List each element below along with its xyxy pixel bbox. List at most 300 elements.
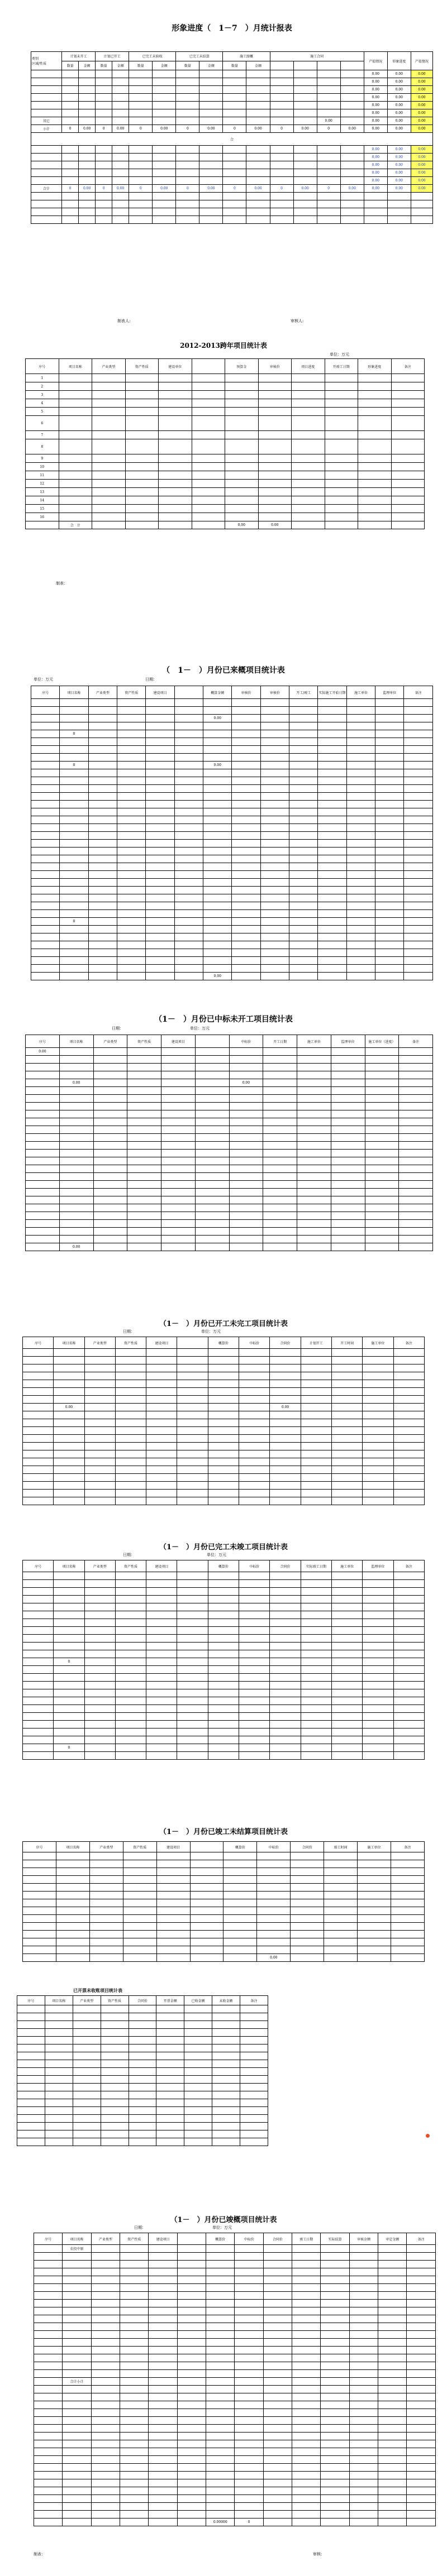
table-cell: [378, 2448, 407, 2456]
table-cell: [301, 1682, 331, 1689]
table-cell: [349, 2323, 378, 2331]
table-cell: [263, 1228, 297, 1236]
column-header: 产业类型: [73, 1996, 101, 2005]
table-cell: [34, 2276, 63, 2284]
table-cell: [34, 2409, 63, 2417]
table-cell: [363, 1744, 393, 1752]
table-cell: [235, 2417, 263, 2425]
table-cell: [177, 1603, 208, 1611]
table-cell: [365, 1243, 399, 1251]
table-cell: [321, 2386, 349, 2393]
table-cell: [270, 1682, 301, 1689]
table-cell: [146, 957, 174, 965]
table-row: [23, 1744, 425, 1752]
table-cell: [206, 2487, 235, 2495]
table-cell: [60, 816, 88, 824]
table-cell: [146, 1411, 177, 1419]
table-cell: [235, 2323, 263, 2331]
table-cell: [149, 2315, 177, 2323]
table-cell: [206, 2448, 235, 2456]
table-cell: [358, 480, 392, 488]
table-cell: [156, 1915, 190, 1923]
table-cell: [120, 2425, 149, 2433]
table-cell: [260, 762, 289, 769]
table-cell: [393, 1419, 424, 1427]
table-cell: [239, 1411, 270, 1419]
table-cell: [203, 840, 232, 848]
table-cell: [239, 1474, 270, 1482]
table-cell: [297, 1087, 331, 1095]
table-cell: [325, 454, 358, 463]
column-header: 序号: [23, 1337, 54, 1349]
table-cell: [399, 1243, 433, 1251]
table-cell: [263, 1118, 297, 1126]
table-cell: [321, 2315, 349, 2323]
table-cell: [161, 1204, 196, 1212]
table-cell: [301, 1611, 331, 1619]
table-cell: [23, 1705, 54, 1713]
progress-cell: 0.00: [340, 185, 364, 193]
table-cell: [239, 1497, 270, 1505]
table-cell: [17, 2005, 45, 2013]
table-cell: [177, 1364, 208, 1372]
table-cell: [358, 1860, 391, 1868]
table-cell: [60, 699, 88, 707]
table-cell: [174, 824, 203, 832]
table-cell: [365, 1110, 399, 1118]
table-cell: [31, 918, 60, 926]
table-cell: [232, 824, 260, 832]
table-cell: [324, 1852, 358, 1860]
table-cell: [318, 707, 346, 715]
progress-cell: 0.00: [112, 125, 129, 133]
table-cell: [146, 793, 174, 801]
progress-cell: [79, 200, 96, 208]
table-cell: [297, 1064, 331, 1071]
table-cell: [159, 513, 192, 521]
column-header: 项目名称: [59, 1035, 93, 1048]
table-cell: [297, 1150, 331, 1157]
table-cell: [393, 1580, 424, 1588]
table-cell: [195, 1064, 229, 1071]
table-cell: [289, 965, 318, 973]
table-row: [31, 801, 433, 808]
progress-cell: [153, 78, 176, 86]
table-cell: [289, 855, 318, 863]
table-cell: [93, 1150, 127, 1157]
table-cell: [149, 2378, 177, 2386]
table-cell: [146, 1728, 177, 1736]
table-cell: [184, 2052, 212, 2060]
column-header: 建设项目: [146, 1337, 177, 1349]
column-header: 合同价: [270, 1337, 301, 1349]
table-cell: [404, 965, 433, 973]
progress-cell: [199, 70, 223, 78]
table-cell: [331, 1220, 365, 1228]
table-cell: [190, 1884, 224, 1892]
progress-cell: [129, 109, 153, 117]
table-cell: [378, 2487, 407, 2495]
progress-cell: [112, 109, 129, 117]
table-cell: [349, 2362, 378, 2370]
table-cell: [60, 824, 88, 832]
table-cell: [34, 2464, 63, 2472]
progress-cell: [223, 94, 246, 102]
table-cell: [318, 965, 346, 973]
table-cell: [318, 738, 346, 746]
column-header: [174, 686, 203, 699]
table-cell: [125, 391, 159, 399]
table-cell: [318, 754, 346, 762]
table-cell: [206, 2323, 235, 2331]
table-cell: [84, 1482, 115, 1490]
table-cell: [393, 1474, 424, 1482]
table-cell: [263, 2292, 292, 2300]
table-cell: [120, 2307, 149, 2315]
progress-row: [31, 78, 433, 86]
table-cell: [156, 2029, 184, 2037]
table-cell: [54, 1728, 84, 1736]
table-cell: [174, 965, 203, 973]
table-cell: [378, 2417, 407, 2425]
table-cell: [378, 2253, 407, 2261]
table-cell: [93, 1165, 127, 1173]
table-cell: [318, 926, 346, 933]
table-cell: [59, 1157, 93, 1165]
table-row: [26, 1103, 433, 1110]
table-cell: [23, 1682, 54, 1689]
table-cell: [378, 2276, 407, 2284]
table-cell: [404, 926, 433, 933]
table-cell: [117, 949, 146, 957]
table-cell: [393, 1635, 424, 1643]
table-cell: [54, 1650, 84, 1658]
table-cell: [407, 2261, 436, 2268]
table-cell: [263, 2323, 292, 2331]
table-cell: [399, 1212, 433, 1220]
table-cell: [17, 2052, 45, 2060]
group-2: 已完工未验收: [129, 52, 176, 61]
table-cell: [54, 1666, 84, 1674]
table-cell: [331, 1435, 362, 1443]
table-cell: [146, 1619, 177, 1627]
table-cell: [225, 416, 259, 431]
table-cell: [212, 2130, 240, 2138]
table-cell: [63, 2518, 91, 2526]
highlight-cell: [411, 200, 432, 208]
table-cell: [195, 1228, 229, 1236]
table-cell: [23, 1658, 54, 1666]
table-cell: [31, 722, 60, 730]
table-cell: 0: [54, 1658, 84, 1666]
table-cell: [149, 2401, 177, 2409]
table-cell: [257, 1899, 291, 1907]
table-cell: [26, 1056, 60, 1064]
table-cell: [391, 521, 425, 529]
table-cell: [358, 1938, 391, 1946]
table-cell: [91, 2268, 120, 2276]
table-cell: [208, 1490, 239, 1497]
group-5: 施工合同: [270, 52, 364, 61]
table-cell: [391, 374, 425, 382]
table-cell: [23, 1411, 54, 1419]
table-cell: [318, 941, 346, 949]
table-cell: [208, 1619, 239, 1627]
progress-cell: [223, 70, 246, 78]
table-cell: [56, 1852, 89, 1860]
table-cell: [56, 1931, 89, 1938]
table-cell: [156, 2052, 184, 2060]
table-cell: [257, 1915, 291, 1923]
table-cell: [263, 2518, 292, 2526]
row-label: [31, 102, 62, 109]
table-cell: [125, 463, 159, 471]
table-cell: [26, 1142, 60, 1150]
table-cell: [149, 2472, 177, 2479]
table-cell: [73, 2099, 101, 2107]
value-cell: 0.00: [364, 94, 387, 102]
table-cell: [146, 730, 174, 738]
table-cell: [123, 1860, 156, 1868]
table-cell: [184, 2099, 212, 2107]
table-cell: [393, 1744, 424, 1752]
progress-cell: [79, 70, 96, 78]
table-cell: [378, 2386, 407, 2393]
table-row: [26, 1243, 433, 1251]
table-cell: [404, 918, 433, 926]
table-cell: [301, 1705, 331, 1713]
table-cell: [225, 496, 259, 505]
table-cell: [17, 2013, 45, 2021]
table-row: [31, 863, 433, 871]
table-cell: [289, 762, 318, 769]
table-cell: [321, 2487, 349, 2495]
table-cell: [177, 1580, 208, 1588]
table-cell: [45, 2068, 73, 2076]
table-cell: [146, 1372, 177, 1380]
table-cell: [195, 1079, 229, 1087]
table-cell: [208, 1744, 239, 1752]
table-cell: [54, 1682, 84, 1689]
progress-row: [31, 86, 433, 94]
table-cell: [23, 1876, 56, 1884]
table-cell: [258, 496, 292, 505]
table-cell: [363, 1650, 393, 1658]
progress-cell: [79, 193, 96, 200]
table-cell: [393, 1674, 424, 1682]
table-cell: [146, 855, 174, 863]
table-cell: [203, 793, 232, 801]
table-cell: [393, 1588, 424, 1596]
table-cell: [63, 2268, 91, 2276]
table-cell: [375, 965, 404, 973]
table-cell: [375, 871, 404, 879]
table-cell: [129, 2115, 156, 2123]
progress-cell: [62, 177, 79, 185]
table-cell: [92, 382, 126, 391]
table-cell: [301, 1603, 331, 1611]
table-cell: [91, 2503, 120, 2511]
table-cell: [232, 879, 260, 887]
table-cell: [393, 1643, 424, 1650]
table-cell: [301, 1388, 331, 1396]
table-cell: [84, 1458, 115, 1466]
table-cell: [404, 715, 433, 722]
table-row: [23, 1349, 425, 1357]
table-cell: [23, 1450, 54, 1458]
table-cell: [407, 2292, 436, 2300]
table-cell: [225, 382, 259, 391]
table-cell: [117, 785, 146, 793]
table-cell: [60, 933, 88, 941]
table-cell: [190, 1860, 224, 1868]
progress-cell: 0.00: [153, 185, 176, 193]
table-cell: [260, 715, 289, 722]
table-row: [23, 1931, 425, 1938]
table-cell: [92, 505, 126, 513]
table-cell: [54, 1721, 84, 1728]
table-cell: [258, 416, 292, 431]
table-cell: [161, 1095, 196, 1103]
table-cell: [54, 1752, 84, 1760]
table-cell: [301, 1411, 331, 1419]
table-cell: [393, 1596, 424, 1603]
table-cell: [146, 1705, 177, 1713]
table-row: [26, 1079, 433, 1087]
table-cell: [375, 769, 404, 777]
table-cell: [161, 1228, 196, 1236]
table-cell: [292, 2315, 321, 2323]
table-cell: [31, 949, 60, 957]
table-cell: [120, 2487, 149, 2495]
table-cell: [146, 1736, 177, 1744]
table-cell: [174, 894, 203, 902]
table-cell: [270, 1419, 301, 1427]
progress-cell: [96, 102, 112, 109]
table-cell: [63, 2354, 91, 2362]
table-row: [34, 2292, 436, 2300]
table-cell: [258, 513, 292, 521]
table-cell: [301, 1404, 331, 1411]
row-label: [31, 154, 62, 161]
progress-table-body: [31, 70, 433, 224]
table-cell: [73, 2029, 101, 2037]
table-cell: [365, 1236, 399, 1243]
table-cell: [88, 715, 117, 722]
progress-row: [31, 154, 433, 161]
table-cell: [23, 1490, 54, 1497]
table-cell: [203, 957, 232, 965]
table-cell: [232, 832, 260, 840]
table-cell: [260, 699, 289, 707]
table-cell: [240, 2084, 268, 2091]
table-cell: [174, 816, 203, 824]
table-cell: [393, 1721, 424, 1728]
table-cell: [292, 416, 325, 431]
progress-cell: [270, 200, 293, 208]
table-cell: [206, 2378, 235, 2386]
table-cell: [88, 918, 117, 926]
table-cell: [321, 2456, 349, 2464]
table-cell: [212, 2060, 240, 2068]
table-cell: [232, 777, 260, 785]
section9-unit: 单位：万元: [212, 2225, 232, 2230]
table-cell: [146, 715, 174, 722]
table-cell: [146, 1658, 177, 1666]
table-cell: [292, 431, 325, 439]
progress-cell: [293, 117, 317, 125]
table-row: [34, 2315, 436, 2323]
progress-cell: [199, 200, 223, 208]
table-cell: [235, 2362, 263, 2370]
progress-cell: [153, 216, 176, 224]
table-cell: [206, 2386, 235, 2393]
table-cell: [159, 488, 192, 496]
table-cell: [224, 1938, 257, 1946]
table-cell: [346, 816, 375, 824]
table-cell: [93, 1118, 127, 1126]
table-cell: [127, 1189, 161, 1196]
table-cell: [146, 1713, 177, 1721]
table-cell: [331, 1349, 362, 1357]
progress-cell: [199, 102, 223, 109]
table-cell: [31, 738, 60, 746]
table-cell: [324, 1907, 358, 1915]
table-cell: [301, 1443, 331, 1450]
table-cell: [407, 2440, 436, 2448]
table-cell: [349, 2386, 378, 2393]
table-cell: [235, 2284, 263, 2292]
table-cell: [206, 2245, 235, 2253]
table-cell: [123, 1892, 156, 1899]
table-cell: [156, 2138, 184, 2146]
table-cell: [318, 863, 346, 871]
table-cell: [232, 816, 260, 824]
table-cell: [240, 2123, 268, 2130]
corner-top: 类别: [32, 57, 39, 61]
table-cell: [232, 949, 260, 957]
table-cell: [63, 2370, 91, 2378]
table-cell: [177, 2307, 206, 2315]
table-cell: [358, 463, 392, 471]
table-cell: [301, 1427, 331, 1435]
table-cell: [120, 2433, 149, 2440]
table-cell: [225, 431, 259, 439]
table-cell: [159, 454, 192, 463]
table-cell: [60, 801, 88, 808]
table-cell: [240, 2130, 268, 2138]
table-cell: [224, 1868, 257, 1876]
section4-title: （1－ ）月份已中标未开工项目统计表: [154, 1015, 293, 1024]
table-cell: [346, 887, 375, 894]
table-cell: [258, 382, 292, 391]
column-header: 备注: [391, 1842, 424, 1852]
table-cell: [63, 2300, 91, 2307]
table-cell: [192, 471, 225, 480]
header-row: [31, 686, 433, 699]
table-cell: [393, 1705, 424, 1713]
table-cell: [358, 505, 392, 513]
table-row: [34, 2417, 436, 2425]
progress-cell: [270, 169, 293, 177]
table-cell: [239, 1705, 270, 1713]
table-cell: [195, 1157, 229, 1165]
column-header: [190, 1842, 224, 1852]
table-cell: [358, 1852, 391, 1860]
table-cell: [149, 2268, 177, 2276]
table-cell: [378, 2401, 407, 2409]
table-cell: [146, 887, 174, 894]
